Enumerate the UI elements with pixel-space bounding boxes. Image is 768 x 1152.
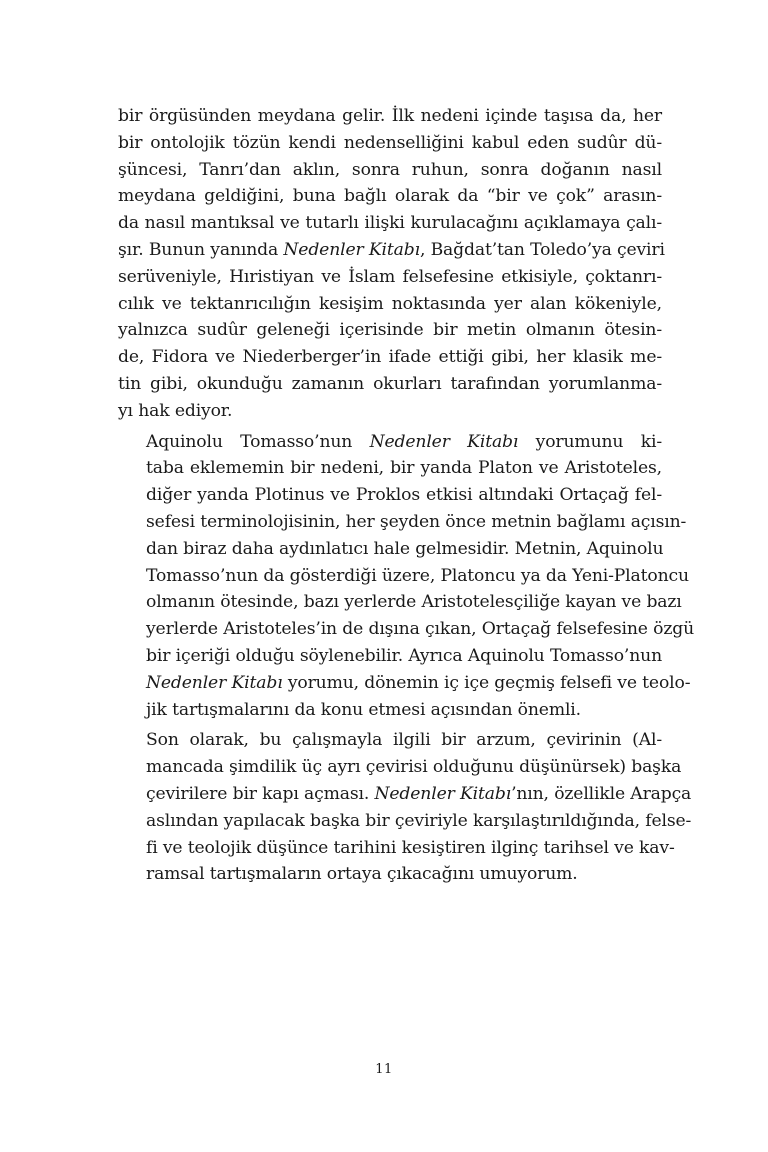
text-run: Aquinolu Tomasso’nun — [146, 431, 370, 452]
paragraph — [118, 103, 665, 425]
text-run: de, Fidora ve Niederberger’in ifade ettiği gibi, her klasik me- — [118, 347, 662, 368]
text-run: mancada şimdilik üç ayrı çevirisi olduğunu düşünürsek) başka — [146, 757, 682, 778]
text-run: olmanın ötesinde, bazı yerlerde Aristotelesçiliğe kayan ve bazı — [146, 592, 682, 613]
text-line — [118, 482, 662, 509]
text-line — [118, 103, 662, 130]
text-run: bir örgüsünden meydana gelir. İlk nedeni içinde taşısa da, her — [118, 106, 662, 126]
text-line — [118, 210, 662, 237]
text-line — [118, 727, 662, 754]
text-line — [118, 509, 687, 536]
text-run: da nasıl mantıksal ve tutarlı ilişki kurulacağını açıklamaya çalı- — [118, 213, 662, 234]
text-line — [118, 536, 662, 563]
text-run: diğer yanda Plotinus ve Proklos etkisi altındaki Ortaçağ fel- — [146, 485, 662, 506]
text-line — [118, 291, 662, 318]
text-run: yorumu, dönemin iç içe geçmiş felsefi ve teolo- — [282, 672, 691, 693]
text-line — [118, 643, 662, 670]
book-title-italic: Nedenler Kitabı — [374, 783, 512, 804]
text-run: yı hak ediyor. — [118, 400, 233, 421]
book-title-italic: Nedenler Kitabı — [146, 672, 283, 693]
text-run: şüncesi, Tanrı’dan aklın, sonra ruhun, sonra doğanın nasıl — [118, 159, 662, 180]
text-run: tin gibi, okunduğu zamanın okurları tarafından yorumlanma- — [118, 373, 662, 394]
text-run: taba eklememin bir nedeni, bir yanda Platon ve Aristoteles, — [146, 458, 662, 479]
text-line — [118, 183, 662, 210]
text-line — [118, 130, 662, 157]
paragraph — [118, 727, 692, 888]
text-run: ramsal tartışmaların ortaya çıkacağını umuyorum. — [146, 864, 578, 885]
text-line — [118, 808, 692, 835]
text-run: ’nın, özellikle Arapça — [511, 783, 692, 804]
text-line — [118, 589, 682, 616]
text-run: sefesi terminolojisinin, her şeyden önce metnin bağlamı açısın- — [146, 511, 687, 532]
text-run: çevirilere bir kapı açması. — [146, 783, 375, 804]
book-title-italic: Nedenler Kitabı — [369, 431, 519, 452]
text-line — [118, 398, 662, 425]
text-line — [118, 237, 665, 264]
text-run: aslından yapılacak başka bir çeviriyle karşılaştırıldığında, felse- — [146, 810, 692, 831]
text-run: , Bağdat’tan Toledo’ya çeviri — [419, 239, 665, 260]
page-number: 11 — [375, 1062, 393, 1077]
text-run: dan biraz daha aydınlatıcı hale gelmesidir. Metnin, Aquinolu — [146, 538, 664, 559]
text-run: fi ve teolojik düşünce tarihini kesiştiren ilginç tarihsel ve kav- — [146, 837, 675, 858]
text-run: Son olarak, bu çalışmayla ilgili bir arzum, çevirinin (Al- — [146, 730, 662, 751]
text-run: bir ontolojik tözün kendi nedenselliğini kabul eden sudûr dü- — [118, 132, 662, 153]
text-run: yerlerde Aristoteles’in de dışına çıkan, Ortaçağ felsefesine özgü — [146, 619, 694, 640]
page-body — [118, 103, 694, 888]
text-line — [118, 317, 662, 344]
paragraph — [118, 429, 694, 724]
text-run: yorumunu ki- — [518, 431, 662, 452]
text-line — [118, 429, 662, 456]
book-title-italic: Nedenler Kitabı — [283, 239, 420, 260]
text-line — [118, 455, 662, 482]
text-line — [118, 563, 689, 590]
text-line — [118, 781, 692, 808]
text-run: Tomasso’nun da gösterdiği üzere, Platoncu ya da Yeni-Platoncu — [146, 565, 689, 586]
text-run: bir içeriği olduğu söylenebilir. Ayrıca Aquinolu Tomasso’nun — [146, 645, 662, 666]
text-run: yalnızca sudûr geleneği içerisinde bir metin olmanın ötesin- — [118, 320, 662, 341]
text-line — [118, 697, 662, 724]
text-line — [118, 670, 691, 697]
text-run: jik tartışmalarını da konu etmesi açısından önemli. — [146, 699, 581, 720]
text-run: cılık ve tektanrıcılığın kesişim noktasında yer alan kökeniyle, — [118, 293, 662, 314]
text-run: serüveniyle, Hıristiyan ve İslam felsefesine etkisiyle, çoktanrı- — [118, 266, 662, 287]
text-line — [118, 835, 675, 862]
text-run: şır. Bunun yanında — [118, 239, 284, 260]
text-line — [118, 344, 662, 371]
text-line — [118, 616, 694, 643]
text-run: meydana geldiğini, buna bağlı olarak da “bir ve çok” arasın- — [118, 186, 662, 207]
text-line — [118, 264, 662, 291]
text-line — [118, 754, 682, 781]
text-line — [118, 861, 662, 888]
text-line — [118, 371, 662, 398]
text-line — [118, 157, 662, 184]
